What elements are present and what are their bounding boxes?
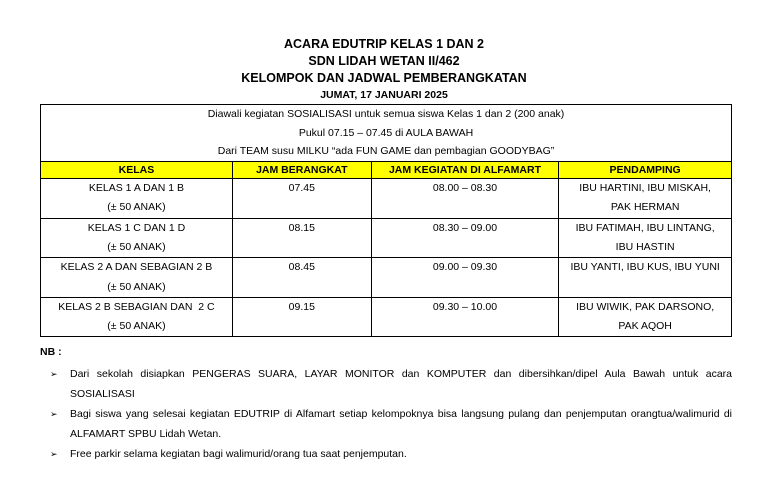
companion-line: IBU YANTI, IBU KUS, IBU YUNI	[570, 261, 720, 274]
kelas-cell	[41, 179, 233, 219]
notes-label: NB :	[40, 346, 62, 358]
column-header-kelas: KELAS	[41, 162, 233, 179]
companion-cell	[559, 218, 732, 258]
note-text: Dari sekolah disiapkan PENGERAS SUARA, LAYAR MONITOR dan KOMPUTER dan dibersihkan/dipel Aula Bawah untuk acara SOSIALISASI	[70, 368, 732, 400]
note-item	[50, 364, 732, 404]
activity-time-cell: 09.30 – 10.00	[371, 297, 559, 337]
notes-list	[50, 364, 732, 464]
activity-time-cell: 09.00 – 09.30	[371, 258, 559, 298]
table-row	[41, 218, 732, 258]
companion-line: PAK AQOH	[618, 320, 672, 333]
activity-time-cell: 08.30 – 09.00	[371, 218, 559, 258]
table-row	[41, 297, 732, 337]
kelas-cell	[41, 297, 233, 337]
arrowhead-bullet-icon: ➢	[50, 409, 58, 419]
table-header-row	[41, 162, 732, 179]
kelas-count: (± 50 ANAK)	[107, 201, 166, 214]
school-name: SDN LIDAH WETAN II/462	[308, 54, 460, 68]
kelas-count: (± 50 ANAK)	[107, 280, 166, 293]
companion-line: IBU WIWIK, PAK DARSONO,	[576, 300, 715, 313]
intro-cell	[41, 105, 732, 162]
kelas-cell	[41, 218, 233, 258]
companion-line: IBU FATIMAH, IBU LINTANG,	[575, 221, 715, 234]
table-row	[41, 179, 732, 219]
column-header-pendamping: PENDAMPING	[559, 162, 732, 179]
note-text: Free parkir selama kegiatan bagi walimurid/orang tua saat penjemputan.	[70, 448, 407, 460]
kelas-name: KELAS 1 A DAN 1 B	[88, 182, 185, 195]
note-item	[50, 444, 732, 464]
companion-line: IBU HASTIN	[615, 241, 675, 253]
companion-cell	[559, 297, 732, 337]
table-row	[41, 258, 732, 298]
companion-line: PAK HERMAN	[610, 201, 680, 214]
intro-line: Pukul 07.15 – 07.45 di AULA BAWAH	[298, 126, 474, 139]
arrowhead-bullet-icon: ➢	[50, 369, 58, 379]
arrowhead-bullet-icon: ➢	[50, 449, 58, 459]
event-date: JUMAT, 17 JANUARI 2025	[320, 89, 448, 101]
event-title: ACARA EDUTRIP KELAS 1 DAN 2	[283, 37, 485, 51]
kelas-cell	[41, 258, 233, 298]
activity-time-cell: 08.00 – 08.30	[371, 179, 559, 219]
note-text: Bagi siswa yang selesai kegiatan EDUTRIP di Alfamart setiap kelompoknya bisa langsung pulang dan penjemputan orangtua/walimurid di ALFAMART SPBU Lidah Wetan.	[70, 408, 732, 440]
departure-time-cell: 09.15	[232, 297, 371, 337]
column-header-jam-berangkat: JAM BERANGKAT	[232, 162, 371, 179]
schedule-title: KELOMPOK DAN JADWAL PEMBERANGKATAN	[241, 71, 527, 85]
kelas-name: KELAS 2 B SEBAGIAN DAN 2 C	[58, 300, 215, 313]
departure-time-cell: 08.15	[232, 218, 371, 258]
companion-cell	[559, 258, 732, 298]
companion-cell	[559, 179, 732, 219]
intro-line: Diawali kegiatan SOSIALISASI untuk semua siswa Kelas 1 dan 2 (200 anak)	[207, 108, 565, 120]
kelas-count: (± 50 ANAK)	[107, 320, 166, 333]
kelas-name: KELAS 1 C DAN 1 D	[87, 221, 186, 234]
note-item	[50, 404, 732, 444]
schedule-table	[40, 104, 732, 337]
companion-line: IBU HARTINI, IBU MISKAH,	[579, 182, 711, 195]
intro-line: Dari TEAM susu MILKU “ada FUN GAME dan pembagian GOODYBAG”	[217, 145, 555, 158]
intro-row	[41, 105, 732, 162]
document-title-block	[0, 36, 768, 103]
departure-time-cell: 07.45	[232, 179, 371, 219]
column-header-jam-kegiatan: JAM KEGIATAN DI ALFAMART	[371, 162, 559, 179]
departure-time-cell: 08.45	[232, 258, 371, 298]
kelas-count: (± 50 ANAK)	[107, 241, 166, 253]
kelas-name: KELAS 2 A DAN SEBAGIAN 2 B	[60, 261, 213, 274]
